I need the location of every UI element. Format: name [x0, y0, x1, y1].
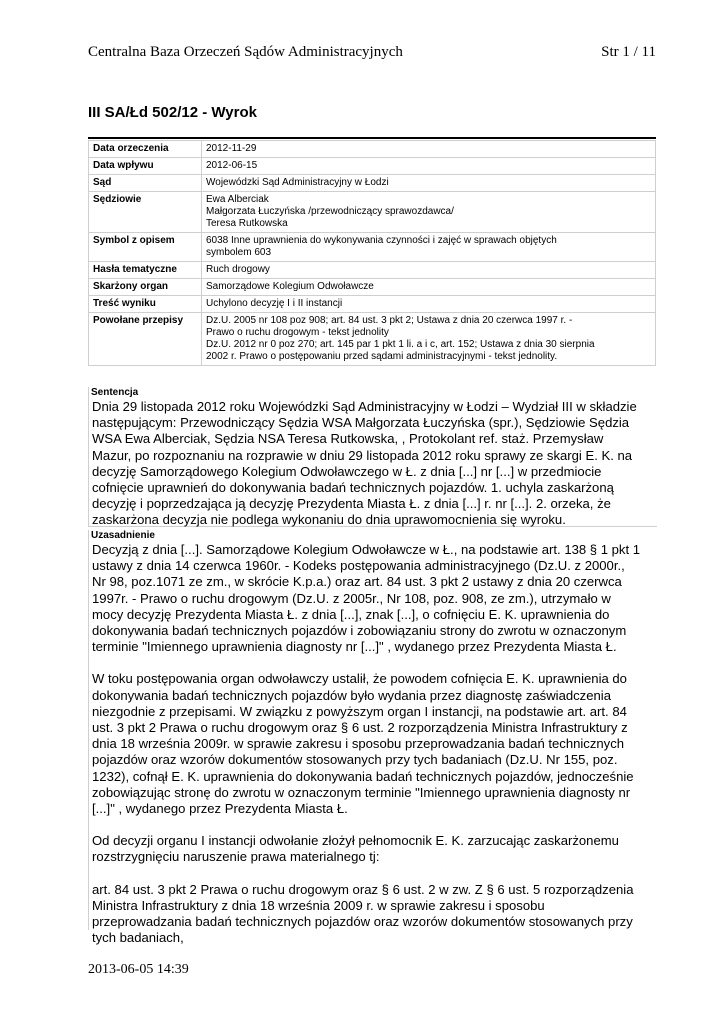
sentencja-line: Dnia 29 listopada 2012 roku Wojewódzki Sąd Administracyjny w Łodzi – Wydział III w składzie: [92, 399, 637, 414]
uzasadnienie-line: art. 84 ust. 3 pkt 2 Prawa o ruchu drogowym oraz § 6 ust. 2 w zw. Z § 6 ust. 5 rozporządzenia: [92, 881, 634, 897]
metadata-row: [89, 141, 656, 158]
metadata-label: Powołane przepisy: [89, 313, 202, 366]
sentencja-line: cofnięcie uprawnień do dokonywania badań technicznych pojazdów. 1. uchyla zaskarżoną: [92, 480, 614, 496]
sentencja-text: [89, 399, 657, 529]
metadata-label: Symbol z opisem: [89, 233, 202, 262]
uzasadnienie-line: tych badaniach,: [92, 930, 184, 946]
metadata-row: [89, 158, 656, 175]
title-divider: [88, 137, 656, 139]
metadata-value-line: Małgorzata Łuczyńska /przewodniczący sprawozdawca/: [206, 206, 454, 217]
uzasadnienie-section: [88, 530, 657, 946]
uzasadnienie-line: przeprowadzania badań technicznych pojazdów oraz wzorów dokumentów stosowanych przy: [92, 914, 633, 930]
metadata-row: [89, 296, 656, 313]
metadata-value-line: Dz.U. 2012 nr 0 poz 270; art. 145 par 1 pkt 1 li. a i c, art. 152; Ustawa z dnia 30 sierpnia: [206, 339, 595, 350]
uzasadnienie-line: [...]" , wydanego przez Prezydenta Miasta Ł.: [92, 801, 348, 817]
metadata-label: Skarżony organ: [89, 279, 202, 296]
metadata-value: [202, 192, 656, 233]
metadata-label: Sąd: [89, 175, 202, 192]
uzasadnienie-paragraph: [92, 833, 651, 865]
metadata-row: [89, 233, 656, 262]
metadata-label: Sędziowie: [89, 192, 202, 233]
metadata-row: [89, 262, 656, 279]
metadata-value-line: Prawo o ruchu drogowym - tekst jednolity: [206, 327, 389, 338]
metadata-value: Ruch drogowy: [202, 262, 656, 279]
page-header-title: Centralna Baza Orzeczeń Sądów Administracyjnych: [88, 44, 403, 60]
uzasadnienie-line: Ministra Infrastruktury z dnia 18 września 2009 r. w sprawie zakresu i sposobu: [92, 897, 545, 913]
uzasadnienie-line: dokonywania badań technicznych pojazdów było wydania przez diagnostę zaświadczenia: [92, 687, 611, 703]
metadata-value: 2012-11-29: [202, 141, 656, 158]
uzasadnienie-line: ust. 3 pkt 2 Prawa o ruchu drogowym oraz § 6 ust. 2 rozporządzenia Ministra Infrastruktury z: [92, 720, 628, 736]
uzasadnienie-line: terminie "Imiennego uprawnienia diagnosty nr [...]" , wydanego przez Prezydenta Miasta Ł.: [92, 639, 617, 655]
metadata-table: [88, 140, 656, 366]
metadata-value: Wojewódzki Sąd Administracyjny w Łodzi: [202, 175, 656, 192]
document-title: III SA/Łd 502/12 - Wyrok: [88, 104, 257, 121]
page-number: Str 1 / 11: [601, 44, 656, 60]
page-footer-timestamp: 2013-06-05 14:39: [88, 962, 189, 977]
sentencja-line: Mazur, po rozpoznaniu na rozprawie w dniu 29 listopada 2012 roku sprawy ze skargi E. K. na: [92, 447, 633, 463]
sentencja-line: decyzję Samorządowego Kolegium Odwoławczego w Ł. z dnia [...] nr [...] w przedmiocie: [92, 463, 602, 479]
uzasadnienie-text: [89, 542, 657, 946]
uzasadnienie-line: pojazdów oraz wzorów dokumentów stosowanych przy tych badaniach (Dz.U. Nr 155, poz.: [92, 752, 618, 768]
uzasadnienie-line: dnia 18 września 2009r. w sprawie zakresu i sposobu przeprowadzania badań technicznych: [92, 736, 625, 752]
metadata-row: [89, 192, 656, 233]
uzasadnienie-line: dokonywania badań technicznych pojazdów i zobowiązaniu strony do zwrotu w oznaczonym: [92, 623, 627, 639]
sentencja-section: [88, 387, 657, 527]
uzasadnienie-line: 1232), cofnął E. K. uprawnienia do dokonywania badań technicznych pojazdów, jednocześnie: [92, 768, 634, 784]
sentencja-line: następującym: Przewodniczący Sędzia WSA Małgorzata Łuczyńska (spr.), Sędziowie Sędzia: [92, 415, 630, 431]
sentencja-line: zaskarżona decyzja nie podlega wykonaniu do dnia uprawomocnienia się wyroku.: [92, 512, 566, 528]
uzasadnienie-line: mocy decyzję Prezydenta Miasta Ł. z dnia [...], znak [...], o cofnięciu E. K. uprawnienia do: [92, 606, 610, 622]
uzasadnienie-paragraph: [92, 542, 651, 655]
metadata-value-line: Dz.U. 2005 nr 108 poz 908; art. 84 ust. 3 pkt 2; Ustawa z dnia 20 czerwca 1997 r. -: [206, 315, 573, 326]
metadata-value: [202, 233, 656, 262]
metadata-value-line: Teresa Rutkowska: [206, 218, 288, 229]
uzasadnienie-line: Decyzją z dnia [...]. Samorządowe Kolegium Odwoławcze w Ł., na podstawie art. 138 § 1 pkt 1: [92, 542, 641, 557]
metadata-label: Hasła tematyczne: [89, 262, 202, 279]
metadata-label: Treść wyniku: [89, 296, 202, 313]
uzasadnienie-line: zobowiązując stronę do zwrotu w oznaczonym terminie "Imiennego uprawnienia diagnosty nr: [92, 784, 631, 800]
metadata-row: [89, 279, 656, 296]
metadata-value-line: 6038 Inne uprawnienia do wykonywania czynności i zajęć w sprawach objętych: [206, 235, 557, 246]
uzasadnienie-paragraph: [92, 671, 651, 817]
metadata-value: 2012-06-15: [202, 158, 656, 175]
sentencja-line: WSA Ewa Alberciak, Sędzia NSA Teresa Rutkowska, , Protokolant ref. staż. Przemysław: [92, 431, 604, 447]
metadata-label: Data wpływu: [89, 158, 202, 175]
metadata-value-line: symbolem 603: [206, 247, 272, 258]
sentencja-label: Sentencja: [91, 387, 139, 398]
metadata-value: [202, 313, 656, 366]
uzasadnienie-line: niezgodnie z przepisami. W związku z powyższym organ I instancji, na podstawie art. art. 84: [92, 703, 627, 719]
uzasadnienie-line: 1997r. - Prawo o ruchu drogowym (Dz.U. z 2005r., Nr 108, poz. 908, ze zm.), utrzymało w: [92, 590, 611, 606]
sentencja-line: decyzję i poprzedzająca ją decyzję Prezydenta Miasta Ł. z dnia [...] r. nr [...]. 2. orzeka, że: [92, 496, 611, 512]
uzasadnienie-line: Od decyzji organu I instancji odwołanie złożył pełnomocnik E. K. zarzucając zaskarżonemu: [92, 833, 619, 849]
metadata-row: [89, 313, 656, 366]
metadata-value-line: 2002 r. Prawo o postępowaniu przed sądami administracyjnymi - tekst jednolity.: [206, 351, 558, 362]
metadata-row: [89, 175, 656, 192]
uzasadnienie-label: Uzasadnienie: [91, 530, 155, 541]
metadata-value: Uchylono decyzję I i II instancji: [202, 296, 656, 313]
uzasadnienie-line: W toku postępowania organ odwoławczy ustalił, że powodem cofnięcia E. K. uprawnienia do: [92, 671, 627, 687]
metadata-label: Data orzeczenia: [89, 141, 202, 158]
uzasadnienie-paragraph: [92, 882, 651, 947]
uzasadnienie-line: ustawy z dnia 14 czerwca 1960r. - Kodeks postępowania administracyjnego (Dz.U. z 2000r.,: [92, 558, 625, 574]
uzasadnienie-line: Nr 98, poz.1071 ze zm., w skrócie K.p.a.) oraz art. 84 ust. 3 pkt 2 ustawy z dnia 20 czerwca: [92, 574, 622, 590]
metadata-value: Samorządowe Kolegium Odwoławcze: [202, 279, 656, 296]
uzasadnienie-line: rozstrzygnięciu naruszenie prawa materialnego tj:: [92, 849, 380, 865]
metadata-value-line: Ewa Alberciak: [206, 194, 269, 205]
